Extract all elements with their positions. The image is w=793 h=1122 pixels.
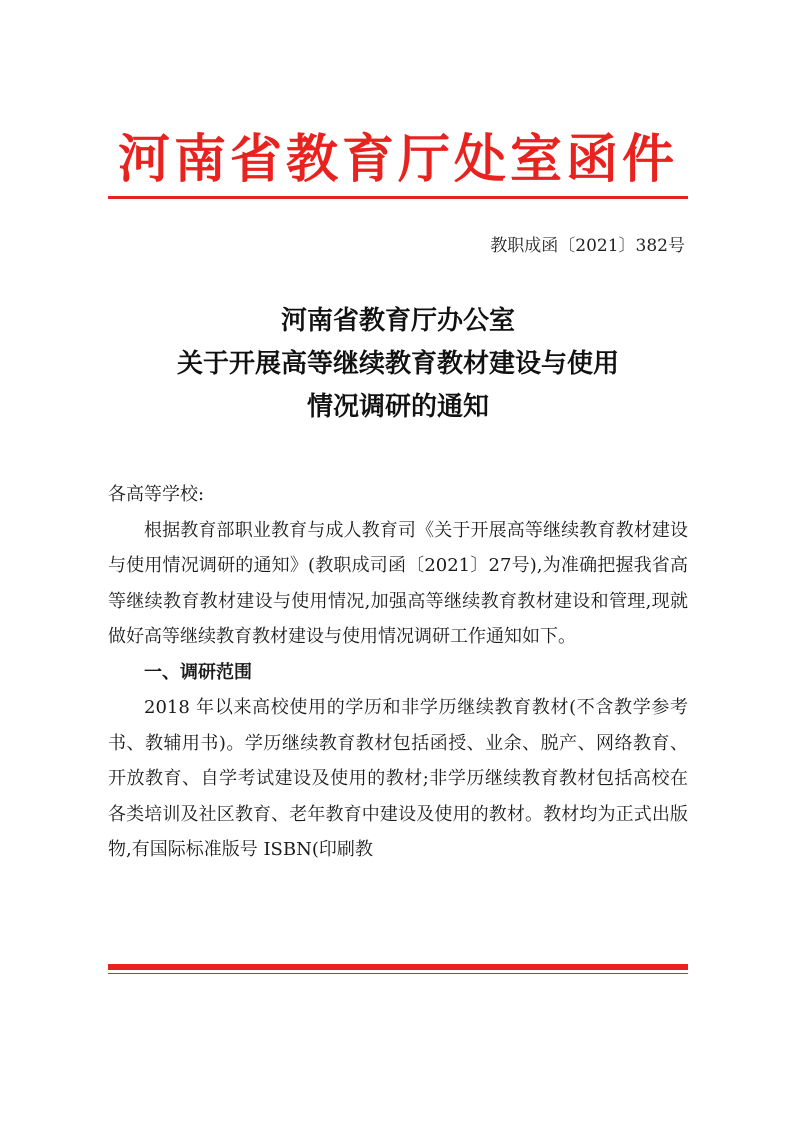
document-number: 教职成函〔2021〕382号 xyxy=(490,236,685,256)
section-paragraph: 2018 年以来高校使用的学历和非学历继续教育教材(不含教学参考书、教辅用书)。学历继续教育教材包括函授、业余、脱产、网络教育、开放教育、自学考试建设及使用的教材;非学历继续教育教材包括高校在各类培训及社区教育、老年教育中建设及使用的教材。教材均为正式出版物,有国际标准版号 ISBN(印刷教 xyxy=(108,697,688,860)
notice-title xyxy=(108,300,688,429)
intro-paragraph: 根据教育部职业教育与成人教育司《关于开展高等继续教育教材建设与使用情况调研的通知》(教职成司函〔2021〕27号),为准确把握我省高等继续教育教材建设与使用情况,加强高等继续教育教材建设和管理,现就做好高等继续教育教材建设与使用情况调研工作通知如下。 xyxy=(108,519,688,647)
document-body xyxy=(108,477,688,868)
letterhead-title: 河南省教育厅处室函件 xyxy=(117,130,678,190)
salutation: 各高等学校: xyxy=(108,484,205,505)
title-line-2: 关于开展高等继续教育教材建设与使用 xyxy=(176,349,619,379)
title-line-1: 河南省教育厅办公室 xyxy=(280,306,515,336)
letterhead-rule xyxy=(108,196,688,199)
title-line-3: 情况调研的通知 xyxy=(306,392,489,422)
footer-rule xyxy=(108,964,688,970)
footer-rule-thin xyxy=(108,973,688,974)
section-heading: 一、调研范围 xyxy=(144,661,252,683)
